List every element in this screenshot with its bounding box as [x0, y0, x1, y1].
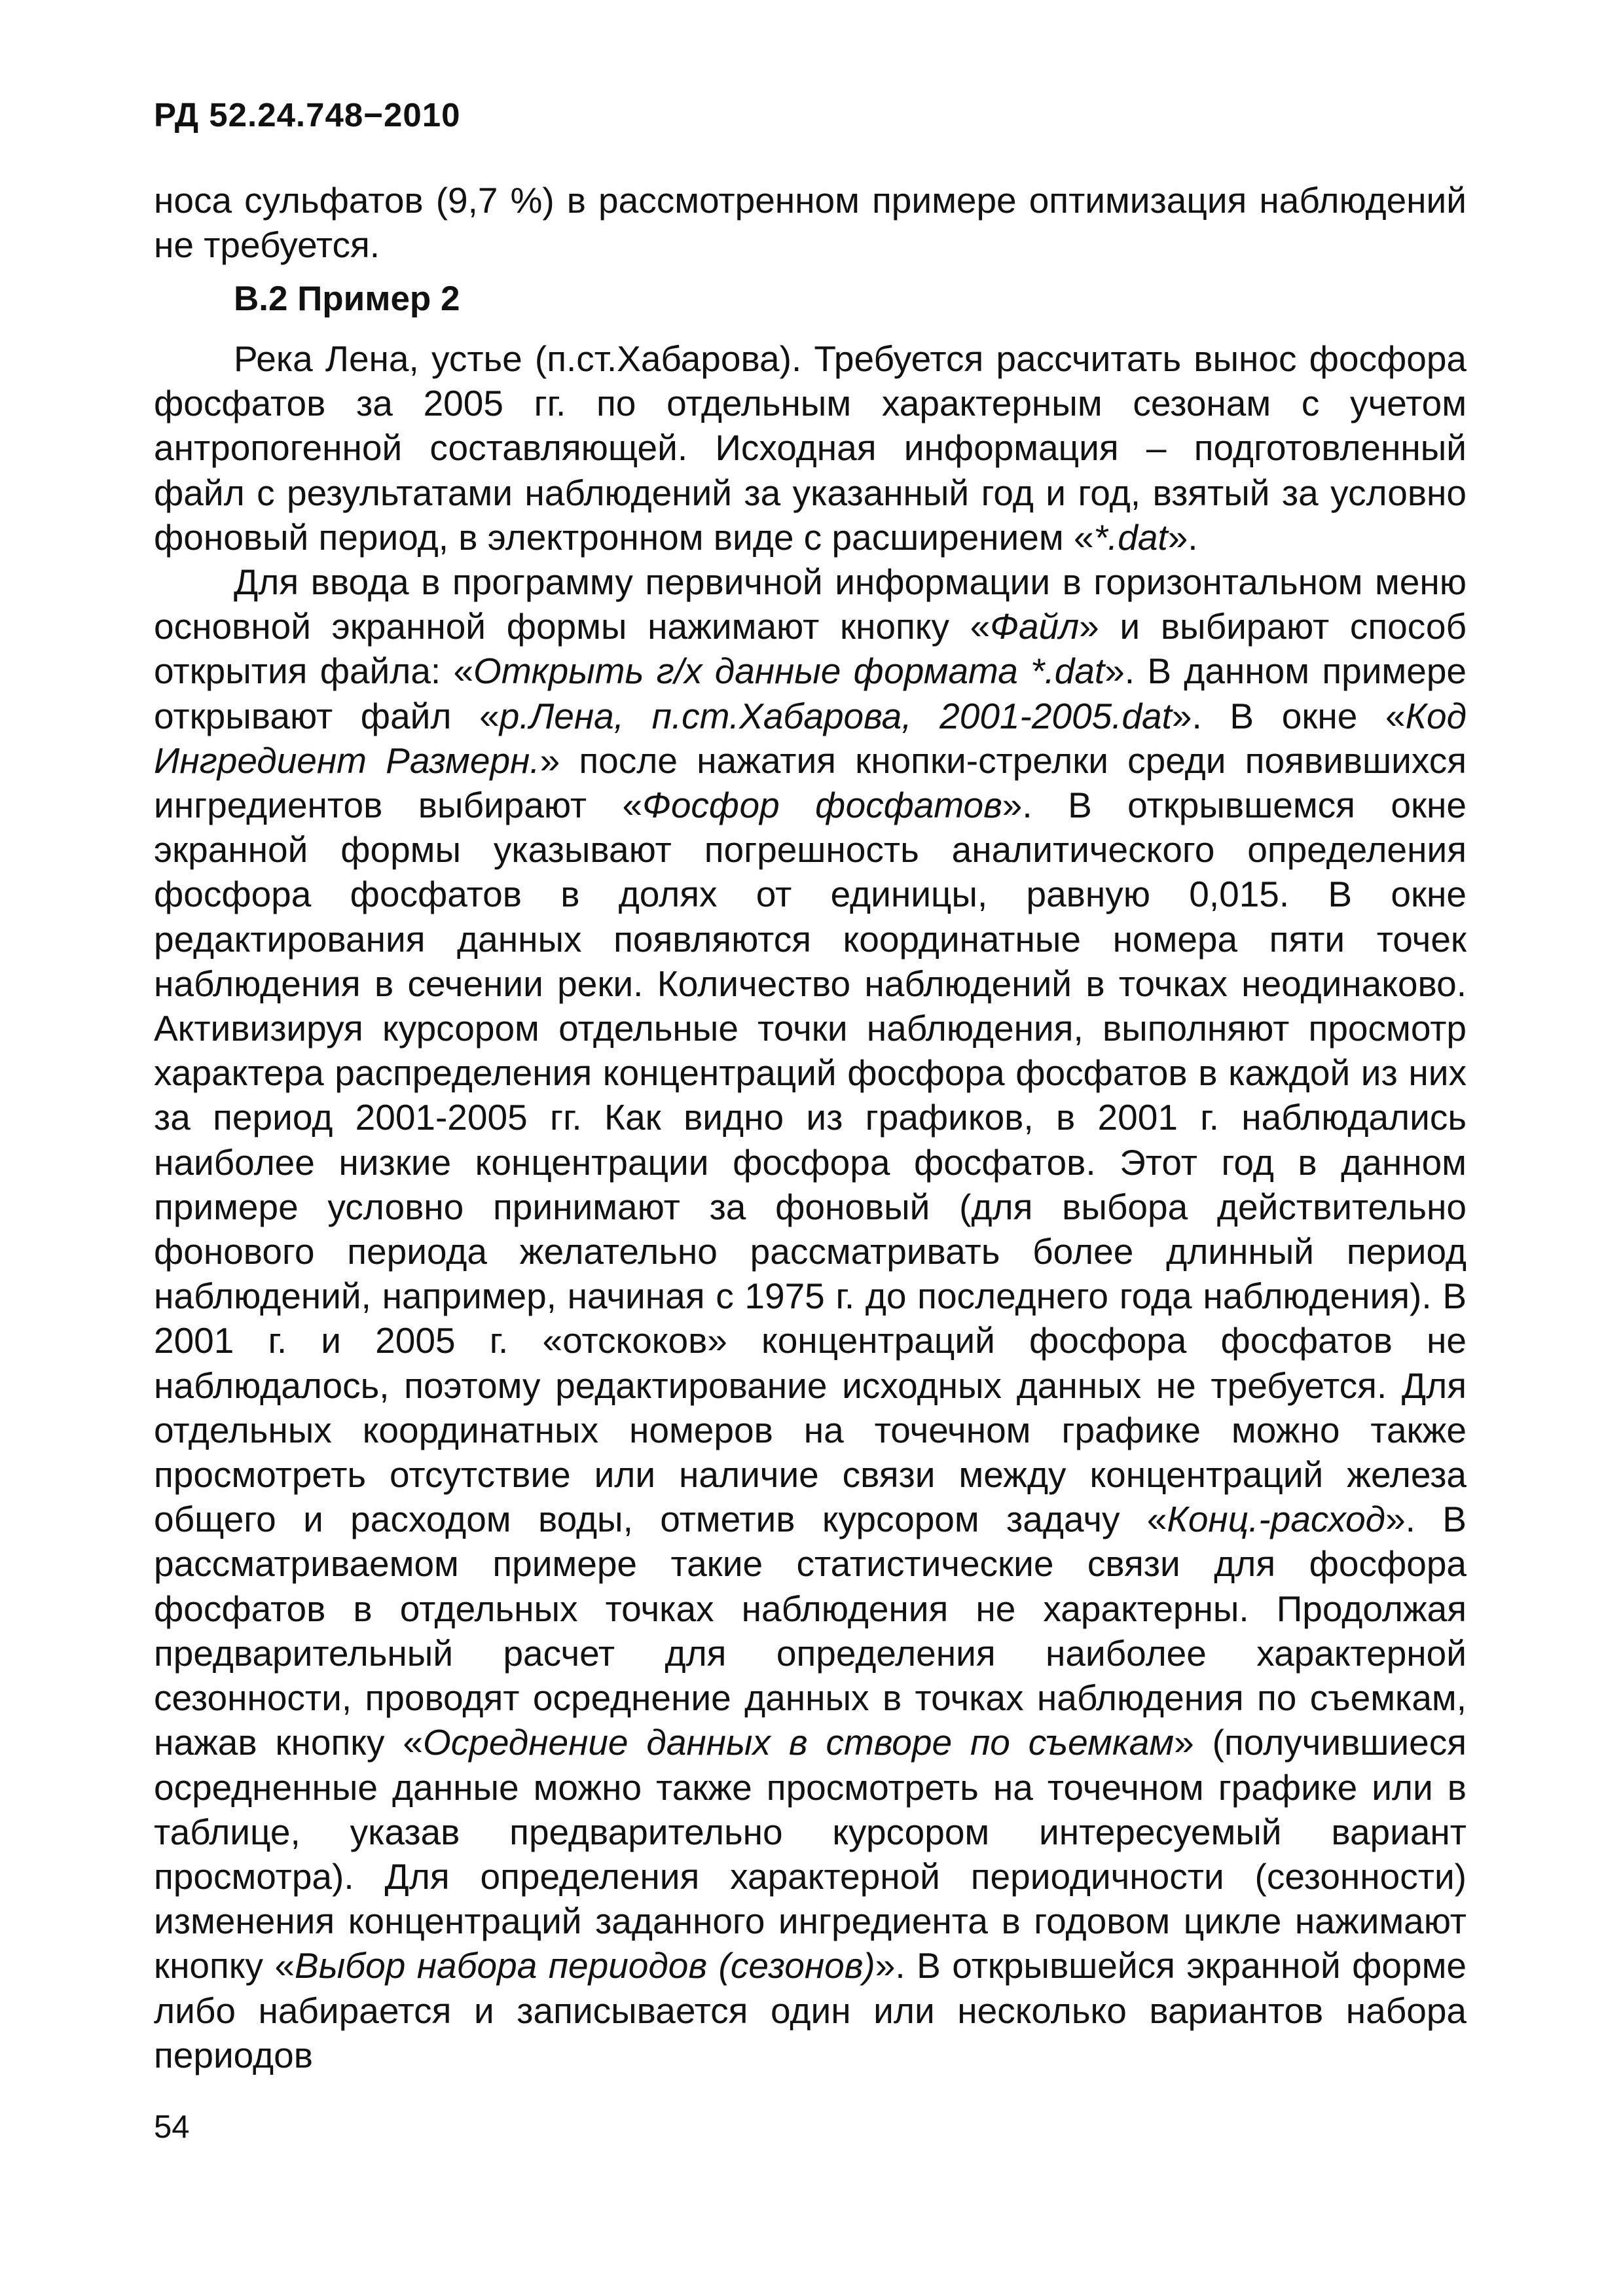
p2-text-a: Для ввода в программу первичной информации в горизонтальном меню основной экранной формы нажимают кнопку «	[154, 562, 1467, 647]
p2-italic-ingredient: Фосфор фосфатов	[642, 785, 1002, 826]
intro-paragraph: носа сульфатов (9,7 %) в рассмотренном примере оптимизация наблюдений не требуется.	[154, 180, 1467, 266]
p1-end: ».	[1167, 516, 1198, 558]
p2-italic-averaging: Осреднение данных в створе по съемкам	[422, 1722, 1175, 1763]
p2-italic-file: Файл	[990, 606, 1080, 647]
p1-italic-extension: *.dat	[1093, 516, 1168, 558]
p2-italic-window: Код Ингредиент Размерн.	[154, 695, 1467, 781]
p2-text-b: » и выбирают способ открытия файла: «	[154, 606, 1467, 692]
p2-text-d: ». В окне «	[1171, 695, 1406, 736]
p2-text-c: ». В данном примере открывают файл «	[154, 651, 1467, 736]
p2-italic-conc: Конц.-расход	[1167, 1499, 1386, 1540]
p2-text-g: ». В рассматриваемом примере такие статистические связи для фосфора фосфатов в отдельных точках наблюдения не характерны. Продолжая предварительный расчет для определения наиболее характерной сезонности, проводят осреднение данных в точках наблюдения по съемкам, нажав кнопку «	[154, 1499, 1467, 1763]
document-code-header: РД 52.24.748−2010	[154, 96, 461, 134]
p2-text-h: » (получившиеся осредненные данные можно также просмотреть на точечном графике или в таблице, указав предварительно курсором интересуемый вариант просмотра). Для определения характерной периодичности (сезонности) изменения концентраций заданного ингредиента в годовом цикле нажимают кнопку «	[154, 1722, 1467, 1986]
p2-italic-periods: Выбор набора периодов (сезонов)	[295, 1945, 875, 1986]
section-heading: В.2 Пример 2	[234, 279, 460, 318]
p2-italic-open: Открыть г/х данные формата *.dat	[473, 651, 1105, 692]
p1-text: Река Лена, устье (п.ст.Хабарова). Требуется рассчитать вынос фосфора фосфатов за 2005 гг. по отдельным характерным сезонам с учетом антропогенной составляющей. Исходная информация – подготовленный файл с результатами наблюдений за указанный год и год, взятый за условно фоновый период, в электронном виде с расширением «	[154, 338, 1467, 558]
p2-text-f: ». В открывшемся окне экранной формы указывают погрешность аналитического определения фосфора фосфатов в долях от единицы, равную 0,015. В окне редактирования данных появляются координатные номера пяти точек наблюдения в сечении реки. Количество наблюдений в точках неодинаково. Активизируя курсором отдельные точки наблюдения, выполняют просмотр характера распределения концентраций фосфора фосфатов в каждой из них за период 2001-2005 гг. Как видно из графиков, в 2001 г. наблюдались наиболее низкие концентрации фосфора фосфатов. Этот год в данном примере условно принимают за фоновый (для выбора действительно фонового периода желательно рассматривать более длинный период наблюдений, например, начиная с 1975 г. до последнего года наблюдения). В 2001 г. и 2005 г. «отскоков» концентраций фосфора фосфатов не наблюдалось, поэтому редактирование исходных данных не требуется. Для отдельных координатных номеров на точечном графике можно также просмотреть отсутствие или наличие связи между концентраций железа общего и расходом воды, отметив курсором задачу «	[154, 785, 1467, 1540]
main-text-block	[154, 336, 1467, 2077]
p2-text-e: » после нажатия кнопки-стрелки среди появившихся ингредиентов выбирают «	[154, 740, 1467, 826]
p2-text-j: ». В открывшейся экранной форме либо набирается и записывается один или несколько вариантов набора периодов	[154, 1945, 1467, 2075]
p2-italic-filename: р.Лена, п.ст.Хабарова, 2001-2005.dat	[499, 695, 1172, 736]
intro-paragraph-block	[154, 178, 1467, 267]
page-number: 54	[154, 2109, 190, 2145]
paragraph-data-input	[154, 560, 1467, 2077]
paragraph-river-lena	[154, 336, 1467, 560]
